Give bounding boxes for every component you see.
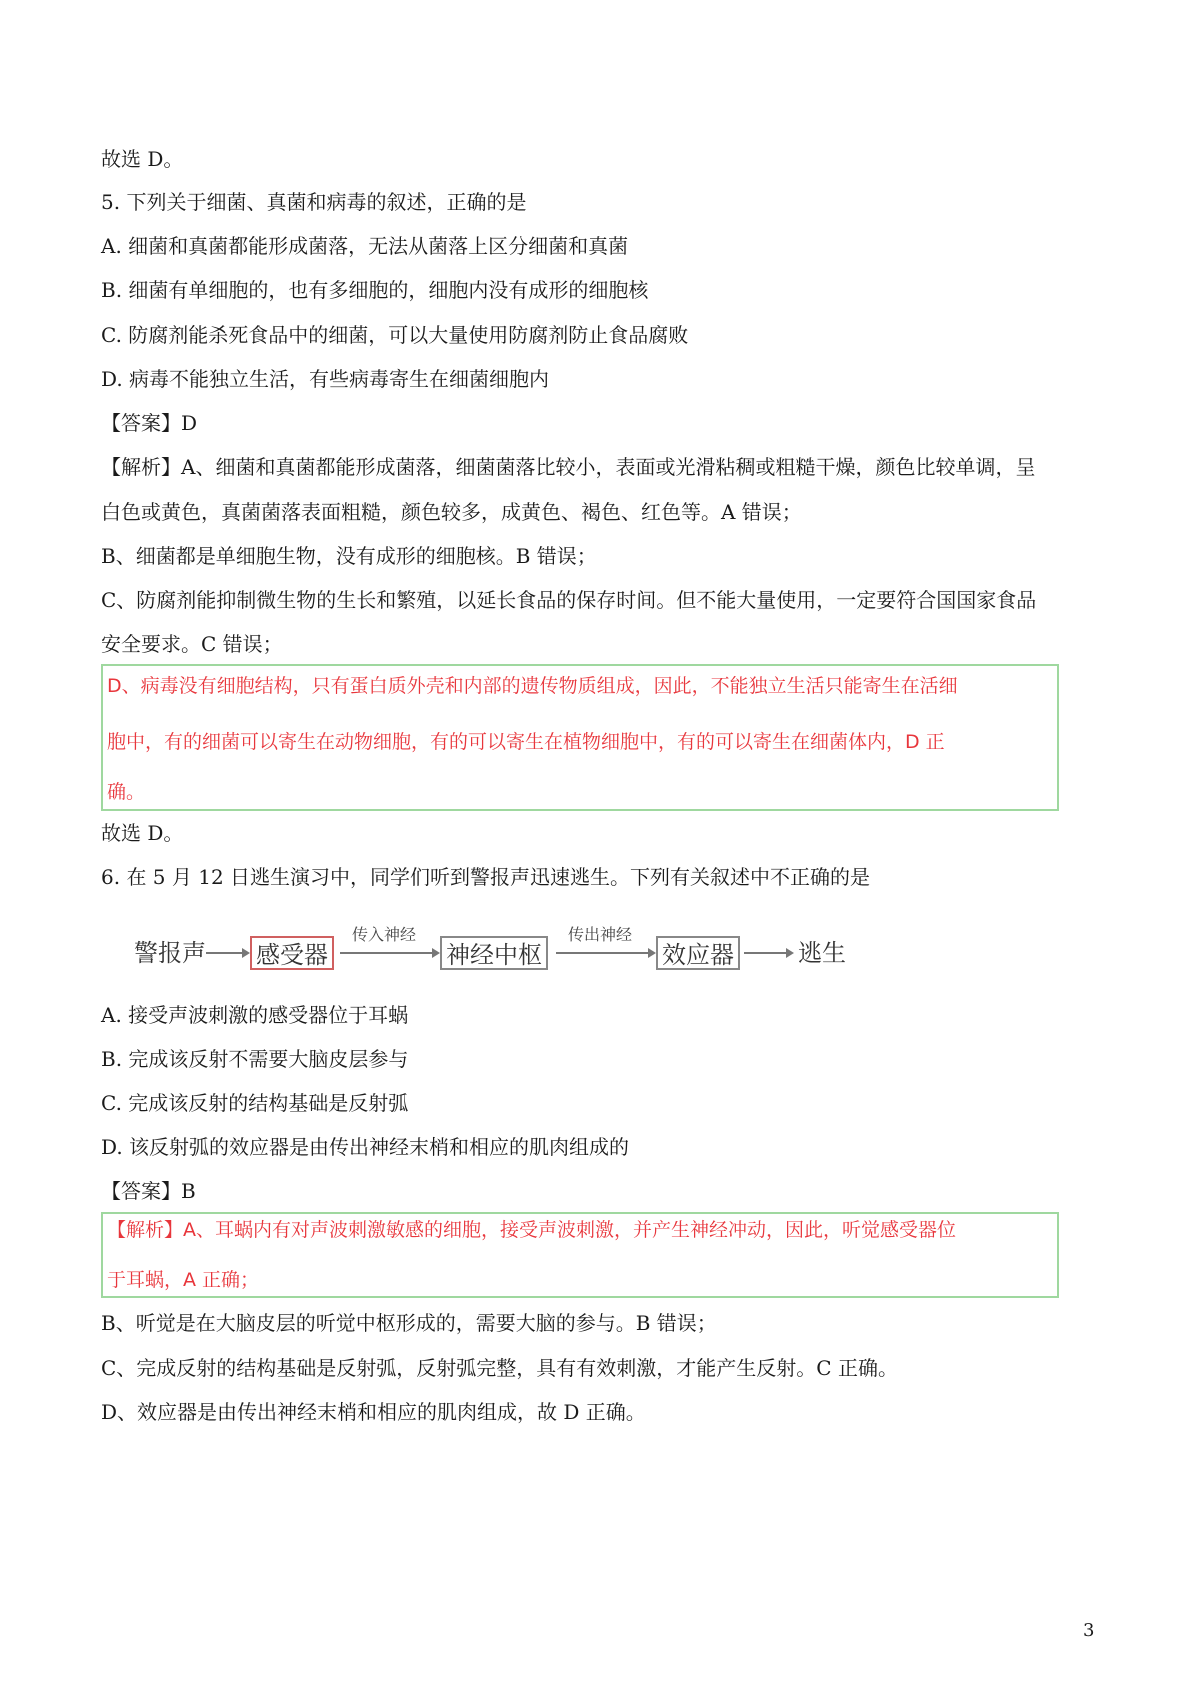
question-5: 5. 下列关于细菌、真菌和病毒的叙述，正确的是: [101, 190, 527, 214]
question-5-option-a: A. 细菌和真菌都能形成菌落，无法从菌落上区分细菌和真菌: [101, 234, 629, 258]
page-number: 3: [1083, 1620, 1095, 1641]
highlight-box-5d: [101, 664, 1059, 811]
flow-start: 警报声: [134, 939, 206, 967]
explanation-5-d-line2: 胞中，有的细菌可以寄生在动物细胞，有的可以寄生在植物细胞中，有的可以寄生在细菌体内，D 正: [107, 731, 945, 753]
flow-center: 神经中枢: [440, 936, 548, 970]
explanation-5-b: B、细菌都是单细胞生物，没有成形的细胞核。B 错误；: [101, 544, 597, 568]
question-6: 6. 在 5 月 12 日逃生演习中，同学们听到警报声迅速逃生。下列有关叙述中不正确的是: [101, 865, 871, 889]
question-5-option-d: D. 病毒不能独立生活，有些病毒寄生在细菌细胞内: [101, 367, 550, 391]
conclusion-line: 故选 D。: [101, 821, 184, 845]
flow-arrow: [744, 952, 792, 954]
flow-arrow: [206, 952, 248, 954]
answer-6: 【答案】B: [101, 1179, 196, 1203]
flow-arrow: [556, 952, 654, 954]
question-6-option-b: B. 完成该反射不需要大脑皮层参与: [101, 1047, 409, 1071]
flow-arrow-label-efferent: 传出神经: [568, 925, 633, 944]
explanation-5-d-line3: 确。: [107, 781, 146, 803]
explanation-5-a-line1: 【解析】A、细菌和真菌都能形成菌落，细菌菌落比较小，表面或光滑粘稠或粗糙干燥，颜色比较单调，呈: [101, 455, 1036, 479]
question-5-option-b: B. 细菌有单细胞的，也有多细胞的，细胞内没有成形的细胞核: [101, 278, 649, 302]
explanation-5-a-line2: 白色或黄色，真菌菌落表面粗糙，颜色较多，成黄色、褐色、红色等。A 错误；: [101, 500, 802, 524]
explanation-6-c: C、完成反射的结构基础是反射弧，反射弧完整，具有有效刺激，才能产生反射。C 正确。: [101, 1356, 898, 1380]
question-5-option-c: C. 防腐剂能杀死食品中的细菌，可以大量使用防腐剂防止食品腐败: [101, 323, 689, 347]
conclusion-line: 故选 D。: [101, 147, 184, 171]
explanation-6-d: D、效应器是由传出神经末梢和相应的肌肉组成，故 D 正确。: [101, 1400, 646, 1424]
explanation-5-c-line1: C、防腐剂能抑制微生物的生长和繁殖，以延长食品的保存时间。但不能大量使用，一定要符合国国家食品: [101, 588, 1037, 612]
explanation-5-d-line1: D、病毒没有细胞结构，只有蛋白质外壳和内部的遗传物质组成，因此，不能独立生活只能寄生在活细: [107, 675, 958, 697]
flow-arrow: [340, 952, 438, 954]
flow-effector: 效应器: [656, 936, 740, 970]
reflex-flow-diagram: [130, 925, 930, 978]
flow-arrow-label-afferent: 传入神经: [352, 925, 417, 944]
question-6-option-d: D. 该反射弧的效应器是由传出神经末梢和相应的肌肉组成的: [101, 1135, 630, 1159]
question-6-option-a: A. 接受声波刺激的感受器位于耳蜗: [101, 1003, 409, 1027]
explanation-6-a-line1: 【解析】A、耳蜗内有对声波刺激敏感的细胞，接受声波刺激，并产生神经冲动，因此，听觉感受器位: [107, 1219, 957, 1241]
flow-end: 逃生: [798, 939, 846, 967]
explanation-6-a-line2: 于耳蜗，A 正确；: [107, 1269, 260, 1291]
highlight-box-6a: [101, 1212, 1059, 1298]
flow-receptor: 感受器: [250, 936, 334, 970]
explanation-6-b: B、听觉是在大脑皮层的听觉中枢形成的，需要大脑的参与。B 错误；: [101, 1311, 717, 1335]
question-6-option-c: C. 完成该反射的结构基础是反射弧: [101, 1091, 409, 1115]
explanation-5-c-line2: 安全要求。C 错误；: [101, 632, 283, 656]
answer-5: 【答案】D: [101, 411, 198, 435]
